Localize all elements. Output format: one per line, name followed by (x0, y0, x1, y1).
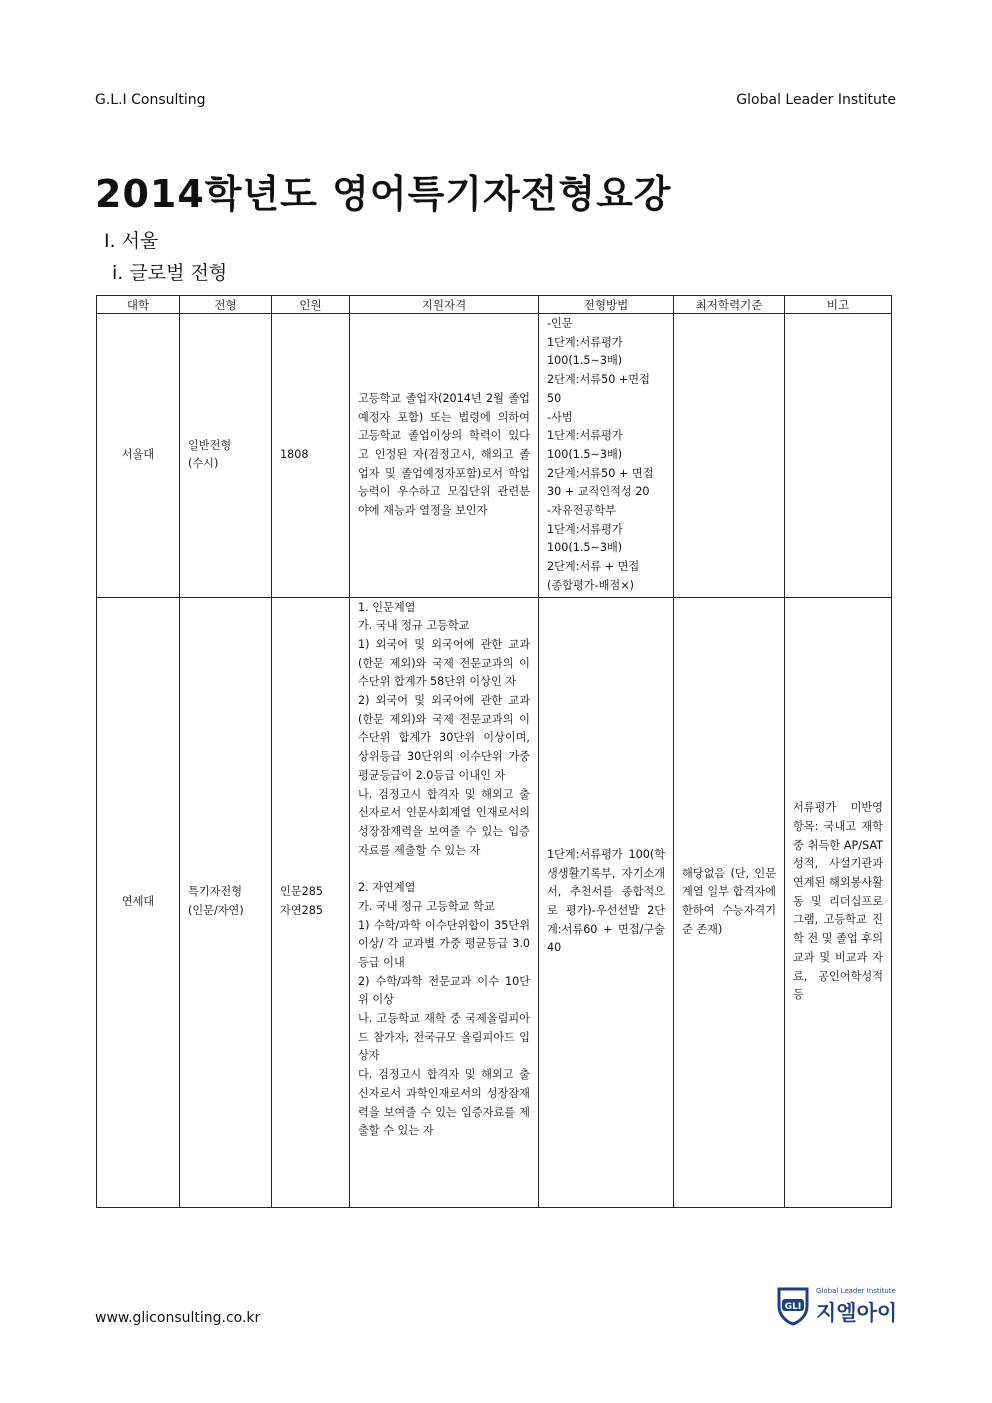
cell-quota-line: 1808 (280, 447, 309, 461)
cell-minimum: 해당없음 (단, 인문계열 일부 합격자에 한하여 수능자격기준 존재) (674, 597, 785, 1207)
cell-quota (272, 597, 350, 1207)
method-line: -사범 (547, 410, 573, 424)
qualification-line (358, 860, 530, 879)
cell-univ: 연세대 (97, 597, 180, 1207)
qualification-line: 가. 국내 정규 고등학교 학교 (358, 899, 495, 913)
col-header-type: 전형 (180, 296, 272, 314)
header-right: Global Leader Institute (736, 92, 896, 108)
col-header-univ: 대학 (97, 296, 180, 314)
footer-url: www.gliconsulting.co.kr (95, 1310, 261, 1326)
method-line: 30 + 교직인적성 20 (547, 485, 650, 499)
cell-type-line: 일반전형 (188, 438, 232, 452)
col-header-qualification: 지원자격 (350, 296, 539, 314)
page-title: 2014학년도 영어특기자전형요강 (95, 172, 672, 216)
cell-quota-line: 자연285 (280, 904, 323, 918)
cell-method (539, 314, 674, 598)
method-line: -인문 (547, 317, 573, 330)
logo-emblem-text: GLI (784, 1302, 802, 1312)
cell-univ: 서울대 (97, 314, 180, 598)
qualification-line: 1) 외국어 및 외국어에 관한 교과(한문 제외)와 국제 전문교과의 이수단위 합계가 58단위 이상인 자 (358, 637, 530, 689)
cell-type-line: (인문/자연) (188, 904, 244, 918)
method-line: 100(1.5∼3배) (547, 541, 623, 555)
method-line: 50 (547, 391, 562, 405)
cell-qualification (350, 597, 539, 1207)
cell-quota-line: 인문285 (280, 885, 323, 899)
gli-shield-icon (776, 1286, 810, 1326)
method-line: 1단계:서류평가 (547, 429, 623, 443)
qualification-line: 다. 검정고시 합격자 및 해외고 출신자로서 과학인재로서의 성장잠재력을 보여줄 수 있는 입증자료를 제출할 수 있는 자 (358, 1068, 530, 1138)
table-row (97, 314, 892, 598)
cell-note (785, 314, 892, 598)
subsection-heading: ⅰ. 글로벌 전형 (112, 262, 228, 284)
col-header-method: 전형방법 (539, 296, 674, 314)
cell-quota (272, 314, 350, 598)
method-line: (종합평가-배점×) (547, 578, 634, 592)
col-header-minimum: 최저학력기준 (674, 296, 785, 314)
method-line: 1단계:서류평가 (547, 522, 623, 536)
cell-type-line: 특기자전형 (188, 885, 243, 899)
table-row (97, 597, 892, 1207)
cell-qualification: 고등학교 졸업자(2014년 2월 졸업예정자 포함) 또는 법령에 의하여 고등학교 졸업이상의 학력이 있다고 인정된 자(검정고시, 해외고 졸업자 및 졸업예정자포함)로서 학업능력이 우수하고 모집단위 관련분야에 재능과 열정을 보인자 (350, 314, 539, 598)
admission-table (96, 295, 892, 1208)
qualification-line: 1. 인문계열 (358, 600, 416, 614)
qualification-line: 2. 자연계열 (358, 881, 416, 895)
logo-subtitle: Global Leader Institute (816, 1287, 896, 1295)
header-left: G.L.I Consulting (95, 92, 206, 108)
method-line: 2단계:서류50 +면접 (547, 373, 650, 387)
cell-minimum (674, 314, 785, 598)
method-line: 100(1.5∼3배) (547, 354, 623, 368)
method-line: 2단계:서류 + 면접 (547, 560, 640, 574)
cell-method: 1단계:서류평가 100(학생생활기록부, 자기소개서, 추천서를 종합적으로 평가)-우선선발 2단계:서류60 + 면접/구술40 (539, 597, 674, 1207)
qualification-line: 가. 국내 정규 고등학교 (358, 619, 470, 633)
qualification-line: 나. 고등학교 재학 중 국제올림피아드 참가자, 전국규모 올림피아드 입상자 (358, 1012, 530, 1063)
qualification-line: 2) 외국어 및 외국어에 관한 교과(한문 제외)와 국제 전문교과의 이수단위 합계가 30단위 이상이며, 상위등급 30단위의 이수단위 가중 평균등급이 2.0등급 이내인 자 (358, 694, 534, 782)
col-header-note: 비고 (785, 296, 892, 314)
qualification-line: 나. 검정고시 합격자 및 해외고 출신자로서 인문사회계열 인재로서의 성장잠재력을 보여줄 수 있는 입증자료를 제출할 수 있는 자 (358, 787, 534, 857)
method-line: -자유전공학부 (547, 504, 616, 518)
cell-type (180, 314, 272, 598)
method-line: 1단계:서류평가 (547, 335, 623, 349)
method-line: 2단계:서류50 + 면접 (547, 466, 654, 480)
cell-type (180, 597, 272, 1207)
gli-logo (776, 1284, 898, 1328)
qualification-line: 1) 수학/과학 이수단위합이 35단위 이상/ 각 교과별 가중 평균등급 3.0등급 이내 (358, 918, 534, 969)
logo-wordmark: 지엘아이 (816, 1301, 898, 1325)
cell-note: 서류평가 미반영 항목: 국내고 재학 중 취득한 AP/SAT 성적, 사설기관과 연계된 해외봉사활동 및 리더십프로그램, 고등학교 진학 전 및 졸업 후의 교과 및 비교과 자료, 공인어학성적 등 (785, 597, 892, 1207)
qualification-line: 2) 수학/과학 전문교과 이수 10단위 이상 (358, 974, 530, 1007)
cell-type-line: (수시) (188, 457, 219, 471)
method-line: 100(1.5∼3배) (547, 447, 623, 461)
col-header-quota: 인원 (272, 296, 350, 314)
section-heading: Ⅰ. 서울 (104, 230, 159, 252)
table-header-row (97, 296, 892, 314)
